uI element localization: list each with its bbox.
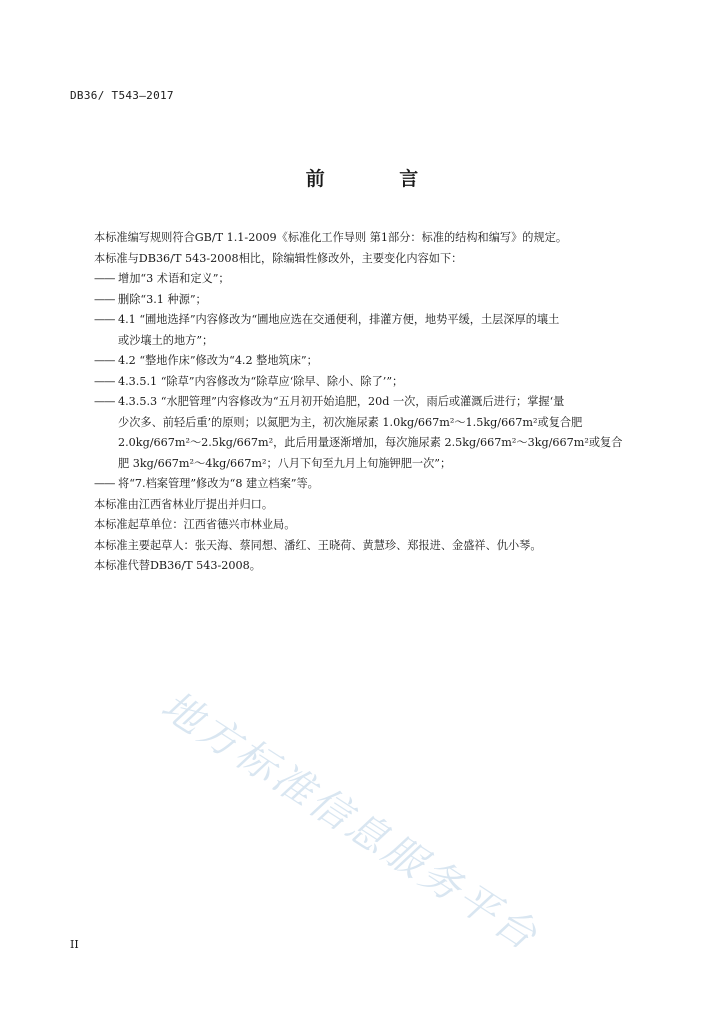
change-text: 4.3.5.1 “除草”内容修改为“除草应‘除早、除小、除了’”；: [118, 374, 404, 388]
change-text-continued: 2.0kg/667m²～2.5kg/667m²，此后用量逐渐增加，每次施尿素 2.5kg/667m²～3kg/667m²或复合: [118, 436, 623, 449]
dash-marker: ——: [94, 395, 115, 408]
change-text: 增加“3 术语和定义”；: [118, 272, 230, 285]
paragraph-proposer: 本标准由江西省林业厅提出并归口。: [94, 497, 274, 511]
watermark: 地方标准信息服务平台: [153, 682, 548, 961]
change-item: [94, 290, 639, 311]
change-item: [94, 310, 639, 331]
dash-marker: ——: [94, 477, 115, 490]
document-code: DB36/ T543—2017: [70, 89, 174, 102]
change-text-continued: 肥 3kg/667m²～4kg/667m²；八月下旬至九月上旬施钾肥一次”；: [118, 456, 452, 470]
dash-marker: ——: [94, 313, 115, 326]
change-text: 将“7.档案管理”修改为“8 建立档案”等。: [118, 477, 319, 490]
change-text: 删除“3.1 种源”；: [118, 292, 207, 306]
change-text-continued: 或沙壤土的地方”；: [118, 333, 214, 347]
change-item: [94, 269, 639, 290]
paragraph-replaces: 本标准代替DB36/T 543-2008。: [94, 559, 261, 572]
change-text-continued: 少次多、前轻后重’的原则；以氮肥为主，初次施尿素 1.0kg/667m²～1.5kg/667m²或复合肥: [118, 415, 583, 429]
dash-marker: ——: [94, 272, 115, 285]
paragraph-drafters: 本标准主要起草人：张天海、蔡同想、潘红、王晓荷、黄慧珍、郑报进、金盛祥、仇小琴。: [94, 538, 542, 552]
dash-marker: ——: [94, 354, 115, 367]
page-title: 前 言: [305, 168, 453, 190]
page-number: II: [70, 938, 79, 951]
change-text: 4.1 “圃地选择”内容修改为“圃地应选在交通便利，排灌方便，地势平缓，土层深厚的壤土: [118, 313, 560, 326]
paragraph-drafting-unit: 本标准起草单位：江西省德兴市林业局。: [94, 518, 296, 531]
change-text: 4.2 “整地作床”修改为“4.2 整地筑床”；: [118, 354, 318, 367]
change-item: [94, 474, 639, 495]
paragraph-compliance: 本标准编写规则符合GB/T 1.1-2009《标准化工作导则 第1部分：标准的结构和编写》的规定。: [94, 231, 568, 244]
change-item: [94, 392, 639, 413]
foreword-body: [94, 228, 639, 577]
change-text: 4.3.5.3 “水肥管理”内容修改为“五月初开始追肥，20d 一次，雨后或灌溉后进行；掌握‘量: [118, 395, 565, 408]
paragraph-changes-intro: 本标准与DB36/T 543-2008相比，除编辑性修改外，主要变化内容如下：: [94, 251, 463, 265]
dash-marker: ——: [94, 292, 115, 306]
change-item: [94, 372, 639, 393]
change-item: [94, 351, 639, 372]
dash-marker: ——: [94, 374, 115, 388]
